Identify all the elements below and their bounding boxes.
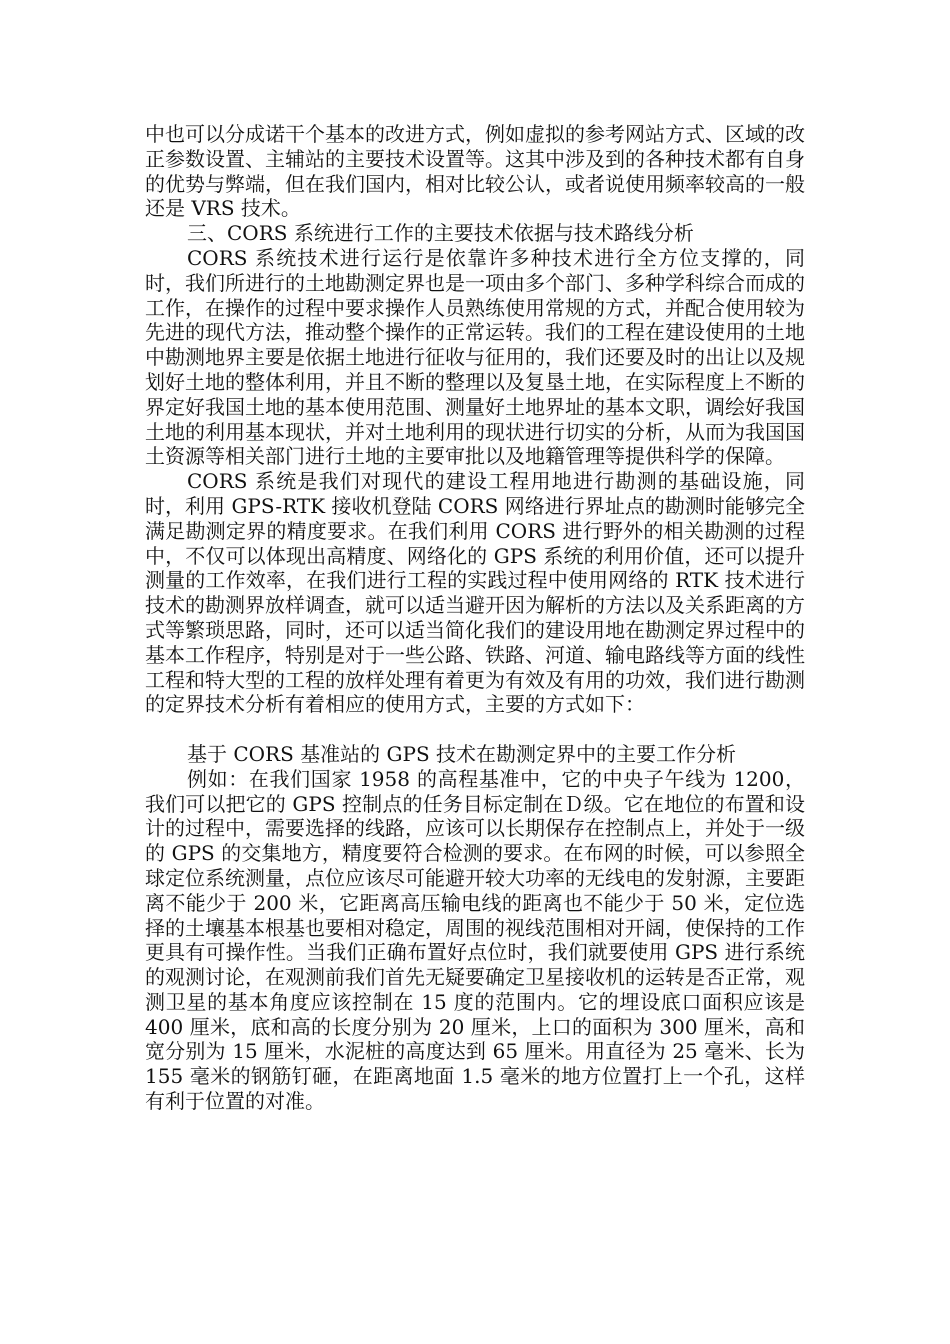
subsection-paragraph: 例如：在我们国家 1958 的高程基准中，它的中央子午线为 1200，我们可以把它的 GPS 控制点的任务目标定制在Ｄ级。它在地位的布置和设计的过程中，需要选择的线路，应该可以长期保存在控制点上，并处于一级的 GPS 的交集地方，精度要符合检测的要求。在布网的时候，可以参照全球定位系统测量，点位应该尽可能避开较大功率的无线电的发射源，主要距离不能少于 200 米，它距离高压输电线的距离也不能少于 50 米，定位选择的土壤基本根基也要相对稳定，周围的视线范围相对开阔，使保持的工作更具有可操作性。当我们正确布置好点位时，我们就要使用 GPS 进行系统的观测讨论，在观测前我们首先无疑要确定卫星接收机的运转是否正常，观测卫星的基本角度应该控制在 15 度的范围内。它的埋设底口面积应该是 400 厘米，底和高的长度分别为 20 厘米，上口的面积为 300 厘米，高和宽分别为 15 厘米，水泥桩的高度达到 65 厘米。用直径为 25 毫米、长为 155 毫米的钢筋钉砸，在距离地面 1.5 毫米的地方位置打上一个孔，这样有利于位置的对准。 (145, 766, 805, 1114)
document-body (145, 122, 805, 1114)
section-paragraph-2: CORS 系统是我们对现代的建设工程用地进行勘测的基础设施，同时，利用 GPS-RTK 接收机登陆 CORS 网络进行界址点的勘测时能够完全满足勘测定界的精度要求。在我们利用 CORS 进行野外的相关勘测的过程中，不仅可以体现出高精度、网络化的 GPS 系统的利用价值，还可以提升测量的工作效率，在我们进行工程的实践过程中使用网络的 RTK 技术进行技术的勘测界放样调查，就可以适当避开因为解析的方法以及关系距离的方式等繁琐思路，同时，还可以适当简化我们的建设用地在勘测定界过程中的基本工作程序，特别是对于一些公路、铁路、河道、输电路线等方面的线性工程和特大型的工程的放样处理有着更为有效及有用的功效，我们进行勘测的定界技术分析有着相应的使用方式，主要的方式如下： (145, 469, 805, 717)
section-heading: 三、CORS 系统进行工作的主要技术依据与技术路线分析 (187, 221, 694, 246)
intro-paragraph: 中也可以分成诺干个基本的改进方式，例如虚拟的参考网站方式、区域的改正参数设置、主辅站的主要技术设置等。这其中涉及到的各种技术都有自身的优势与弊端，但在我们国内，相对比较公认，或者说使用频率较高的一般还是 VRS 技术。 (145, 122, 805, 221)
paragraph-spacer (145, 717, 805, 742)
subsection-heading: 基于 CORS 基准站的 GPS 技术在勘测定界中的主要工作分析 (187, 741, 737, 766)
section-paragraph-1: CORS 系统技术进行运行是依靠许多种技术进行全方位支撑的，同时，我们所进行的土地勘测定界也是一项由多个部门、多种学科综合而成的工作，在操作的过程中要求操作人员熟练使用常规的方式，并配合使用较为先进的现代方法，推动整个操作的正常运转。我们的工程在建设使用的土地中勘测地界主要是依据土地进行征收与征用的，我们还要及时的出让以及规划好土地的整体利用，并且不断的整理以及复垦土地，在实际程度上不断的界定好我国土地的基本使用范围、测量好土地界址的基本文职，调绘好我国土地的利用基本现状，并对土地利用的现状进行切实的分析，从而为我国国土资源等相关部门进行土地的主要审批以及地籍管理等提供科学的保障。 (145, 245, 805, 469)
